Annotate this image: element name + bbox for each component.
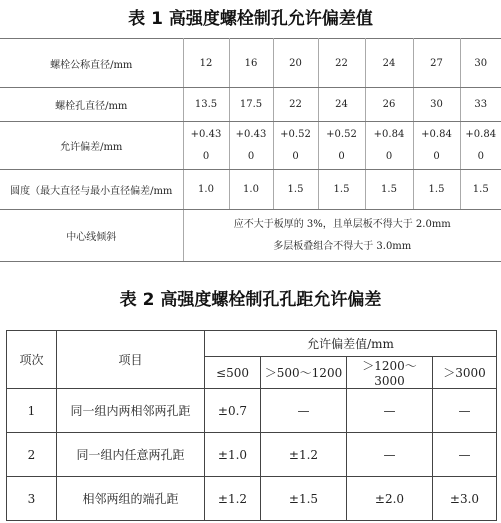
- cell: 27: [413, 39, 460, 88]
- cell: —: [433, 433, 497, 477]
- cell: 30: [413, 88, 460, 122]
- lower-deviation: 0: [292, 150, 299, 162]
- cell: 1.5: [413, 170, 460, 210]
- upper-deviation: +0.84: [421, 128, 452, 140]
- table1: [0, 38, 501, 262]
- cell: ±1.0: [205, 433, 261, 477]
- cell: [318, 122, 365, 170]
- cell: 22: [318, 39, 365, 88]
- lower-deviation: 0: [433, 150, 440, 162]
- upper-deviation: +0.43: [235, 128, 267, 140]
- table1-row-bolt-diameter: [0, 39, 501, 88]
- table-row: [7, 433, 497, 477]
- row-item: 同一组内两相邻两孔距: [57, 389, 205, 433]
- cell: —: [433, 389, 497, 433]
- upper-deviation: +0.52: [280, 128, 311, 140]
- cell: —: [261, 389, 347, 433]
- header-item: 项目: [57, 331, 205, 389]
- cell: 30: [460, 39, 501, 88]
- cell: ±1.5: [261, 477, 347, 521]
- cell: 1.0: [183, 170, 229, 210]
- cell: —: [347, 389, 433, 433]
- header-range: ＞500～1200: [261, 357, 347, 389]
- lower-deviation: 0: [385, 150, 393, 162]
- cell: 16: [229, 39, 273, 88]
- cell: 1.0: [229, 170, 273, 210]
- centerline-line-2: 多层板叠组合不得大于 3.0mm: [273, 240, 412, 252]
- cell: 13.5: [183, 88, 229, 122]
- row-label: 允许偏差/mm: [0, 122, 183, 170]
- upper-deviation: +0.84: [373, 128, 405, 140]
- table-row: [7, 389, 497, 433]
- cell: 24: [318, 88, 365, 122]
- cell: ±3.0: [433, 477, 497, 521]
- cell: 17.5: [229, 88, 273, 122]
- cell: ±1.2: [261, 433, 347, 477]
- table1-row-hole-diameter: [0, 88, 501, 122]
- row-item: 同一组内任意两孔距: [57, 433, 205, 477]
- upper-deviation: +0.84: [465, 128, 497, 140]
- cell: 1.5: [273, 170, 318, 210]
- cell: ±0.7: [205, 389, 261, 433]
- cell: —: [347, 433, 433, 477]
- lower-deviation: 0: [338, 150, 345, 162]
- centerline-requirement: [183, 210, 501, 262]
- table1-title: 表 1 高强度螺栓制孔允许偏差值: [128, 9, 373, 29]
- centerline-line-1: 应不大于板厚的 3%，且单层板不得大于 2.0mm: [233, 218, 451, 230]
- cell: 1.5: [365, 170, 413, 210]
- header-range: ＞3000: [433, 357, 497, 389]
- lower-deviation: 0: [247, 150, 255, 162]
- cell: 1.5: [318, 170, 365, 210]
- cell: ±1.2: [205, 477, 261, 521]
- row-number: 2: [7, 433, 57, 477]
- upper-deviation: +0.43: [190, 128, 222, 140]
- cell: [460, 122, 501, 170]
- header-no: 项次: [7, 331, 57, 389]
- cell: 24: [365, 39, 413, 88]
- row-item: 相邻两组的端孔距: [57, 477, 205, 521]
- cell: 20: [273, 39, 318, 88]
- header-range: ≤500: [205, 357, 261, 389]
- row-number: 3: [7, 477, 57, 521]
- row-label: 中心线倾斜: [0, 210, 183, 262]
- cell: ±2.0: [347, 477, 433, 521]
- table2-header-row: [7, 331, 497, 357]
- row-label: 螺栓孔直径/mm: [0, 88, 183, 122]
- cell: [365, 122, 413, 170]
- header-range: ＞1200～3000: [347, 357, 433, 389]
- cell: [273, 122, 318, 170]
- cell: [413, 122, 460, 170]
- cell: 22: [273, 88, 318, 122]
- cell: 12: [183, 39, 229, 88]
- upper-deviation: +0.52: [326, 128, 357, 140]
- header-tolerance: 允许偏差值/mm: [205, 331, 497, 357]
- table1-row-centerline: [0, 210, 501, 262]
- table1-row-tolerance: [0, 122, 501, 170]
- cell: 26: [365, 88, 413, 122]
- row-number: 1: [7, 389, 57, 433]
- table2: [6, 330, 497, 521]
- table2-title: 表 2 高强度螺栓制孔孔距允许偏差: [119, 290, 382, 310]
- cell: 33: [460, 88, 501, 122]
- table1-row-roundness: [0, 170, 501, 210]
- table-row: [7, 477, 497, 521]
- cell: [183, 122, 229, 170]
- cell: 1.5: [460, 170, 501, 210]
- lower-deviation: 0: [477, 150, 484, 162]
- lower-deviation: 0: [202, 150, 210, 162]
- row-label: 螺栓公称直径/mm: [0, 39, 183, 88]
- cell: [229, 122, 273, 170]
- row-label: 圆度（最大直径与最小直径偏差/mm: [0, 170, 183, 210]
